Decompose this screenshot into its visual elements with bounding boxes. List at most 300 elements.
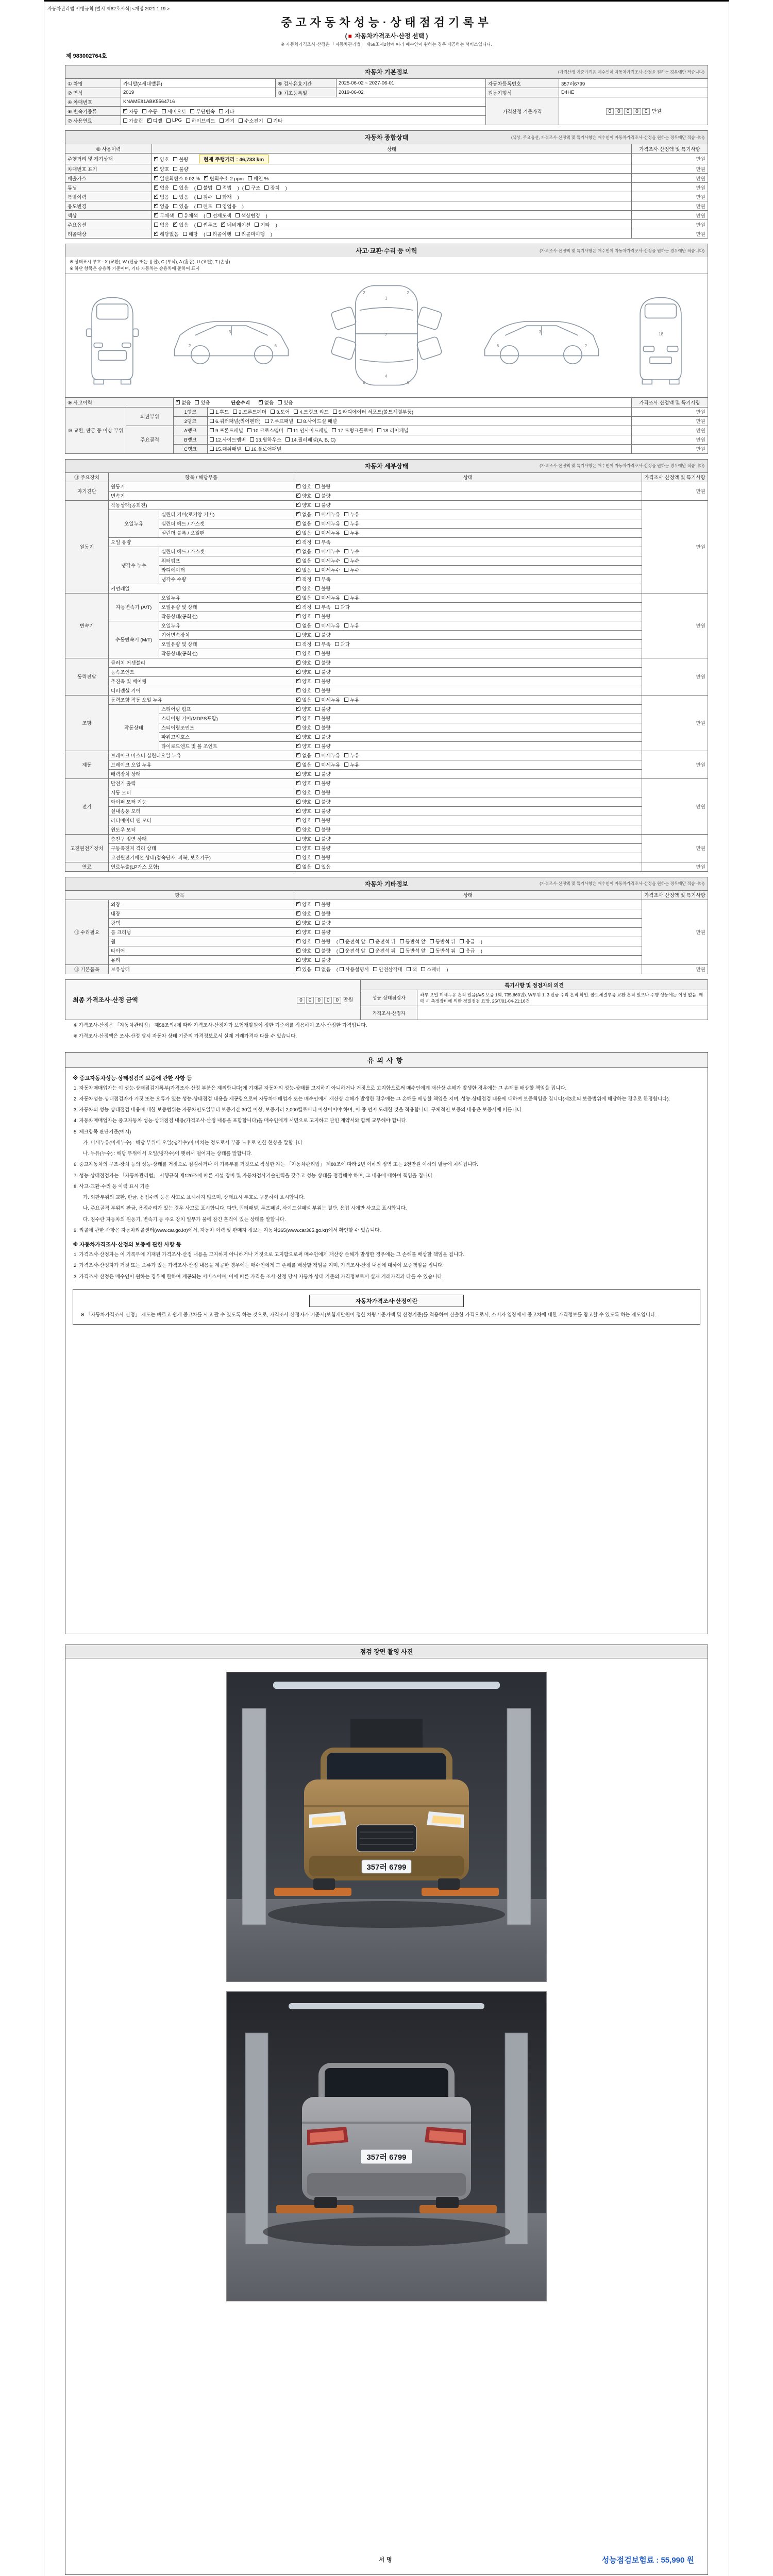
checkbox-option[interactable] (315, 798, 330, 805)
checkbox-option[interactable] (142, 108, 157, 115)
checkbox-option[interactable] (400, 938, 426, 945)
checkbox-option[interactable] (247, 427, 283, 434)
checkbox-label: 미세누유 (321, 512, 341, 518)
passenger-car-note: ※ 하단 항목은 승용차 기준이며, 기타 자동차는 승용차에 준하여 표시 (70, 265, 200, 271)
checkbox-label: 수소전기 (244, 118, 263, 124)
checkbox-box (430, 939, 434, 943)
checkbox-option[interactable] (166, 117, 182, 123)
checkbox-option[interactable] (344, 566, 359, 573)
checkbox-option[interactable] (315, 965, 330, 973)
checkbox-label: 누유 (350, 753, 360, 759)
checkbox-option[interactable] (207, 212, 231, 219)
checkbox-option[interactable] (315, 724, 330, 731)
checkbox-option[interactable] (407, 965, 417, 973)
checkbox-option[interactable] (264, 184, 279, 191)
checkbox-option[interactable] (296, 835, 311, 842)
checkbox-option[interactable] (296, 798, 311, 805)
checkbox-option[interactable] (296, 826, 311, 833)
table-header-row (65, 890, 708, 900)
paren: ) (480, 948, 482, 954)
checkbox-option[interactable] (154, 193, 169, 200)
checkbox-label: 3.도어 (276, 410, 290, 415)
checkbox-option[interactable] (315, 529, 340, 536)
detail-row (65, 676, 708, 686)
state-cell (294, 797, 642, 806)
checkbox-label: 동반석 뒤 (435, 948, 456, 954)
overall-row-label: 튜닝 (65, 183, 152, 192)
checkbox-label: 영업용 (222, 204, 237, 210)
checkbox-option[interactable] (315, 770, 330, 777)
rankC-parts (208, 444, 632, 453)
table-row (65, 97, 708, 107)
checkbox-option[interactable] (460, 947, 475, 954)
checkbox-option[interactable] (245, 184, 260, 191)
checkbox-option[interactable] (315, 705, 330, 713)
checkbox-label: 양호 (302, 790, 312, 796)
final-price-amount (296, 995, 353, 1004)
checkbox-option[interactable] (210, 427, 243, 434)
checkbox-option[interactable] (296, 520, 311, 527)
checkbox-option[interactable] (315, 613, 330, 620)
item-name: 워터펌프 (159, 556, 294, 565)
checkbox-option[interactable] (186, 117, 215, 124)
checkbox-option[interactable] (250, 436, 281, 443)
checkbox-option[interactable] (259, 399, 274, 406)
checkbox-option[interactable] (315, 575, 330, 583)
checkbox-option[interactable] (296, 910, 311, 917)
checkbox-option[interactable] (315, 557, 340, 564)
overall-row-states (152, 211, 632, 220)
checkbox-option[interactable] (285, 436, 335, 443)
checkbox-option[interactable] (296, 501, 311, 509)
checkbox-box (315, 707, 320, 711)
checkbox-option[interactable] (315, 919, 330, 926)
checkbox-option[interactable] (173, 156, 188, 163)
checkbox-label: 누수 (350, 568, 360, 573)
detail-row (65, 482, 708, 491)
notice-item: 8. 사고·교환·수리 등 이력 표시 기준 (74, 1183, 149, 1190)
checkbox-option[interactable] (216, 202, 237, 210)
checkbox-option[interactable] (154, 221, 169, 228)
checkbox-option[interactable] (296, 696, 311, 703)
checkbox-box (344, 596, 348, 600)
checkbox-option[interactable] (239, 117, 263, 124)
checkbox-option[interactable] (296, 613, 311, 620)
checkbox-option[interactable] (315, 956, 330, 963)
checkbox-option[interactable] (123, 108, 138, 115)
checkbox-label: 부족 (321, 642, 331, 648)
checkbox-option[interactable] (315, 947, 330, 954)
checkbox-option[interactable] (173, 202, 188, 210)
checkbox-option[interactable] (296, 956, 311, 963)
checkbox-option[interactable] (296, 575, 311, 583)
price-cell: 만원 (642, 695, 708, 751)
checkbox-option[interactable] (344, 696, 359, 703)
checkbox-option[interactable] (154, 165, 169, 173)
checkbox-option[interactable] (297, 417, 337, 425)
checkbox-option[interactable] (296, 529, 311, 536)
checkbox-option[interactable] (296, 770, 311, 777)
checkbox-option[interactable] (296, 919, 311, 926)
checkbox-box (142, 109, 146, 113)
checkbox-option[interactable] (296, 557, 311, 564)
notice-item: 가. 미세누유(미세누수) : 해당 부위에 오일(냉각수)이 비치는 정도로서 부품 노후로 인한 현상을 말합니다. (83, 1140, 304, 1146)
checkbox-option[interactable] (173, 193, 188, 200)
checkbox-option[interactable] (315, 752, 340, 759)
checkbox-option[interactable] (335, 640, 350, 648)
engine-type-value: D4HE (559, 88, 708, 97)
checkbox-option[interactable] (315, 835, 330, 842)
checkbox-label: 탄화수소 2 ppm (210, 176, 244, 182)
checkbox-option[interactable] (207, 230, 231, 238)
checkbox-box (296, 484, 300, 488)
checkbox-option[interactable] (377, 427, 409, 434)
checkbox-option[interactable] (296, 854, 311, 861)
table-header-row (65, 472, 708, 482)
checkbox-option[interactable] (421, 965, 441, 973)
checkbox-option[interactable] (315, 901, 330, 908)
checkbox-box (315, 902, 320, 906)
checkbox-option[interactable] (315, 863, 330, 870)
checkbox-option[interactable] (154, 202, 169, 210)
checkbox-option[interactable] (340, 938, 365, 945)
notice-item: 5. 체크항목 판단기준(예시) (74, 1129, 131, 1135)
detail-row (65, 751, 708, 760)
checkbox-option[interactable] (236, 212, 260, 219)
checkbox-option[interactable] (315, 650, 330, 657)
checkbox-option[interactable] (344, 520, 359, 527)
checkbox-option[interactable] (204, 175, 244, 182)
checkbox-option[interactable] (216, 193, 231, 200)
checkbox-option[interactable] (296, 594, 311, 601)
checkbox-option[interactable] (296, 928, 311, 936)
checkbox-box (315, 670, 320, 674)
checkbox-label: 불량 (321, 921, 331, 926)
checkbox-option[interactable] (315, 538, 330, 546)
checkbox-option[interactable] (315, 807, 330, 815)
checkbox-option[interactable] (344, 548, 359, 555)
checkbox-option[interactable] (255, 221, 270, 228)
checkbox-option[interactable] (288, 427, 328, 434)
checkbox-box (296, 521, 300, 526)
checkbox-option[interactable] (315, 603, 330, 611)
checkbox-option[interactable] (296, 687, 311, 694)
state-cell (294, 556, 642, 565)
checkbox-option[interactable] (210, 408, 229, 415)
checkbox-option[interactable] (315, 677, 330, 685)
checkbox-option[interactable] (219, 108, 234, 115)
checkbox-option[interactable] (296, 752, 311, 759)
checkbox-option[interactable] (296, 863, 311, 870)
checkbox-option[interactable] (315, 733, 330, 740)
checkbox-option[interactable] (430, 947, 456, 954)
checkbox-option[interactable] (315, 789, 330, 796)
checkbox-option[interactable] (173, 165, 188, 173)
checkbox-option[interactable] (296, 844, 311, 852)
checkbox-box (278, 400, 282, 404)
checkbox-option[interactable] (315, 640, 330, 648)
checkbox-option[interactable] (315, 854, 330, 861)
checkbox-option[interactable] (210, 445, 241, 452)
checkbox-label: 양호 (302, 725, 312, 731)
column-header: ⑪ 주요장치 (65, 472, 109, 482)
checkbox-option[interactable] (315, 548, 340, 555)
checkbox-option[interactable] (154, 184, 169, 191)
checkbox-option[interactable] (315, 715, 330, 722)
checkbox-option[interactable] (332, 427, 373, 434)
rank-label: A랭크 (174, 426, 208, 435)
checkbox-option[interactable] (296, 715, 311, 722)
checkbox-option[interactable] (248, 175, 268, 182)
checkbox-option[interactable] (296, 742, 311, 750)
final-price-notes (65, 1022, 708, 1041)
checkbox-label: 누유 (350, 762, 360, 768)
checkbox-option[interactable] (294, 408, 328, 415)
detail-row (65, 565, 708, 574)
price-cell: 만원 (642, 900, 708, 964)
checkbox-option[interactable] (315, 687, 330, 694)
price-cell: 만원 (632, 211, 708, 220)
checkbox-option[interactable] (190, 108, 215, 115)
checkbox-box (315, 948, 320, 953)
checkbox-box (430, 948, 434, 953)
item-name: 실린더 커버(로커암 커버) (159, 510, 294, 519)
checkbox-option[interactable] (296, 622, 311, 629)
car-diagram-top (317, 279, 456, 392)
notice-item: 나. 주요골격 부위의 판금, 용접수리가 있는 경우 사고로 표시합니다. 다만, 쿼터패널, 루프패널, 사이드실패널 부위는 절단, 용접 시에만 사고로 표시합니다. (83, 1206, 407, 1212)
checkbox-option[interactable] (315, 938, 330, 945)
checkbox-label: 없음 (302, 698, 312, 703)
checkbox-option[interactable] (315, 817, 330, 824)
checkbox-box (296, 670, 300, 674)
checkbox-option[interactable] (296, 938, 311, 945)
checkbox-option[interactable] (315, 928, 330, 936)
checkbox-option[interactable] (344, 761, 359, 768)
checkbox-option[interactable] (315, 483, 330, 490)
checkbox-option[interactable] (210, 436, 246, 443)
checkbox-option[interactable] (296, 492, 311, 499)
checkbox-option[interactable] (296, 733, 311, 740)
checkbox-label: 있음 (283, 400, 293, 406)
checkbox-option[interactable] (315, 742, 330, 750)
checkbox-label: 없음 (264, 400, 274, 406)
detail-row (65, 769, 708, 778)
checkbox-option[interactable] (296, 650, 311, 657)
checkbox-option[interactable] (315, 622, 340, 629)
checkbox-option[interactable] (335, 603, 350, 611)
checkbox-option[interactable] (210, 417, 261, 425)
detail-row (65, 816, 708, 825)
checkbox-option[interactable] (296, 631, 311, 638)
checkbox-label: 불량 (321, 725, 331, 731)
checkbox-label: 불량 (321, 790, 331, 796)
checkbox-option[interactable] (173, 184, 188, 191)
checkbox-option[interactable] (296, 659, 311, 666)
checkbox-option[interactable] (173, 221, 188, 228)
checkbox-option[interactable] (315, 631, 330, 638)
checkbox-option[interactable] (296, 640, 311, 648)
checkbox-option[interactable] (315, 659, 330, 666)
svg-text:2: 2 (584, 343, 587, 348)
checkbox-label: 미세누수 (321, 568, 341, 573)
checkbox-box (296, 596, 300, 600)
checkbox-option[interactable] (154, 156, 169, 163)
checkbox-option[interactable] (221, 221, 250, 228)
checkbox-option[interactable] (296, 677, 311, 685)
checkbox-option[interactable] (278, 399, 293, 406)
checkbox-label: 없음 (302, 762, 312, 768)
checkbox-option[interactable] (154, 175, 200, 182)
checkbox-box (220, 118, 224, 123)
checkbox-option[interactable] (315, 761, 340, 768)
checkbox-label: 불량 (321, 930, 331, 936)
checkbox-option[interactable] (183, 230, 198, 238)
device-group-name: ⑫ 수리필요 (65, 900, 109, 964)
model-year-value: 2019 (121, 88, 276, 97)
price-cell: 만원 (642, 658, 708, 695)
checkbox-option[interactable] (460, 938, 475, 945)
checkbox-option[interactable] (315, 668, 330, 675)
checkbox-option[interactable] (315, 826, 330, 833)
checkbox-option[interactable] (162, 108, 187, 115)
checkbox-option[interactable] (333, 408, 413, 415)
state-cell (294, 704, 642, 714)
state-cell (294, 602, 642, 612)
checkbox-option[interactable] (265, 417, 294, 425)
checkbox-option[interactable] (369, 947, 395, 954)
simple-repair-options (259, 400, 297, 406)
checkbox-option[interactable] (296, 511, 311, 518)
checkbox-option[interactable] (369, 938, 395, 945)
checkbox-option[interactable] (267, 117, 282, 124)
checkbox-option[interactable] (296, 901, 311, 908)
checkbox-option[interactable] (344, 511, 359, 518)
checkbox-option[interactable] (236, 230, 265, 238)
checkbox-option[interactable] (296, 789, 311, 796)
checkbox-option[interactable] (296, 538, 311, 546)
exchange-rank-row (65, 407, 708, 416)
license-plate-rear: 357러 6799 (366, 2153, 407, 2162)
checkbox-option[interactable] (430, 938, 456, 945)
checkbox-option[interactable] (296, 947, 311, 954)
checkbox-option[interactable] (340, 947, 365, 954)
definition-text: ※ 「자동차가격조사·산정」 제도는 빠르고 쉽게 중고차를 사고 팔 수 있도록 하는 것으로, 가격조사·산정자가 기준서(보험개발원이 정한 차량기준가액 및 산정기준)를 적용하여 산출한 가격으로서, 소비자 입장에서 중고차에 대한 가격정보를 참고할 수 있도록 하는 제도입니다. (80, 1312, 657, 1318)
checkbox-option[interactable] (296, 603, 311, 611)
checkbox-option[interactable] (315, 779, 330, 787)
checkbox-option[interactable] (197, 193, 212, 200)
checkbox-option[interactable] (195, 399, 210, 406)
checkbox-option[interactable] (147, 117, 162, 124)
checkbox-option[interactable] (176, 399, 191, 406)
checkbox-box (173, 195, 177, 199)
checkbox-option[interactable] (197, 202, 212, 210)
checkbox-option[interactable] (315, 566, 340, 573)
state-cell (294, 519, 642, 528)
checkbox-option[interactable] (315, 511, 340, 518)
paren: ( (194, 204, 196, 210)
checkbox-option[interactable] (296, 807, 311, 815)
checkbox-label: 운전석 뒤 (375, 948, 396, 954)
checkbox-option[interactable] (315, 501, 330, 509)
checkbox-option[interactable] (197, 221, 217, 228)
checkbox-option[interactable] (220, 117, 234, 124)
checkbox-box (285, 437, 290, 442)
checkbox-option[interactable] (373, 965, 402, 973)
checkbox-box (315, 623, 320, 628)
notice-list-2 (65, 1251, 708, 1281)
checkbox-option[interactable] (344, 752, 359, 759)
price-cell: 만원 (632, 164, 708, 174)
checkbox-box (315, 865, 320, 869)
checkbox-option[interactable] (154, 212, 174, 219)
device-group-name: 고전원전기장치 (65, 834, 109, 862)
form-subnote: ※ 자동차가격조사·산정은 「자동차관리법」 제58조제2항에 따라 매수인이 원하는 경우 제공하는 서비스입니다. (281, 42, 492, 47)
checkbox-box (296, 967, 300, 971)
checkbox-option[interactable] (296, 566, 311, 573)
checkbox-option[interactable] (296, 761, 311, 768)
checkbox-option[interactable] (245, 445, 281, 452)
item-name: 오일 유량 (109, 537, 294, 547)
state-cell (294, 714, 642, 723)
checkbox-option[interactable] (315, 585, 330, 592)
checkbox-option[interactable] (400, 947, 426, 954)
checkbox-option[interactable] (296, 965, 311, 973)
subgroup-name: 작동상태 (109, 704, 159, 751)
checkbox-option[interactable] (315, 844, 330, 852)
checkbox-option[interactable] (340, 965, 369, 973)
checkbox-label: 리콜이행 (212, 231, 231, 238)
checkbox-option[interactable] (315, 594, 340, 601)
checkbox-option[interactable] (197, 184, 212, 191)
checkbox-option[interactable] (344, 557, 359, 564)
signature-label[interactable]: 서명 (379, 2557, 394, 2564)
checkbox-option[interactable] (315, 492, 330, 499)
checkbox-label: 구조 (250, 185, 261, 191)
checkbox-option[interactable] (233, 408, 266, 415)
checkbox-option[interactable] (154, 230, 179, 238)
checkbox-label: 누유 (350, 596, 360, 601)
checkbox-option[interactable] (296, 817, 311, 824)
checkbox-option[interactable] (315, 520, 340, 527)
checkbox-option[interactable] (344, 594, 359, 601)
checkbox-label: 8.사이드실 패널 (303, 419, 337, 425)
checkbox-box (296, 679, 300, 683)
checkbox-option[interactable] (296, 483, 311, 490)
checkbox-box (315, 716, 320, 720)
checkbox-option[interactable] (296, 548, 311, 555)
notice-item: 2. 가격조사·산정자가 거짓 또는 오류가 있는 가격조사·산정 내용을 제공한 경우에는 매수인에게 그 손해를 배상할 책임을 지며, 가격조사·산정 내용에 대하여 보증책임을 집니다. (74, 1263, 444, 1269)
checkbox-option[interactable] (315, 696, 340, 703)
checkbox-option[interactable] (315, 910, 330, 917)
checkbox-option[interactable] (344, 622, 359, 629)
detail-row (65, 695, 708, 704)
checkbox-option[interactable] (296, 724, 311, 731)
checkbox-option[interactable] (296, 705, 311, 713)
item-name: 와이퍼 모터 기능 (109, 797, 294, 806)
checkbox-option[interactable] (123, 117, 143, 124)
checkbox-option[interactable] (344, 529, 359, 536)
checkbox-option[interactable] (296, 585, 311, 592)
final-price-block (65, 979, 708, 1021)
checkbox-option[interactable] (296, 668, 311, 675)
main-frame-label: 주요골격 (126, 426, 174, 453)
checkbox-option[interactable] (178, 212, 198, 219)
checkbox-option[interactable] (296, 779, 311, 787)
checkbox-label: 양호 (160, 157, 170, 163)
checkbox-option[interactable] (216, 184, 231, 191)
checkbox-label: 있음 (200, 400, 210, 406)
checkbox-option[interactable] (271, 408, 290, 415)
